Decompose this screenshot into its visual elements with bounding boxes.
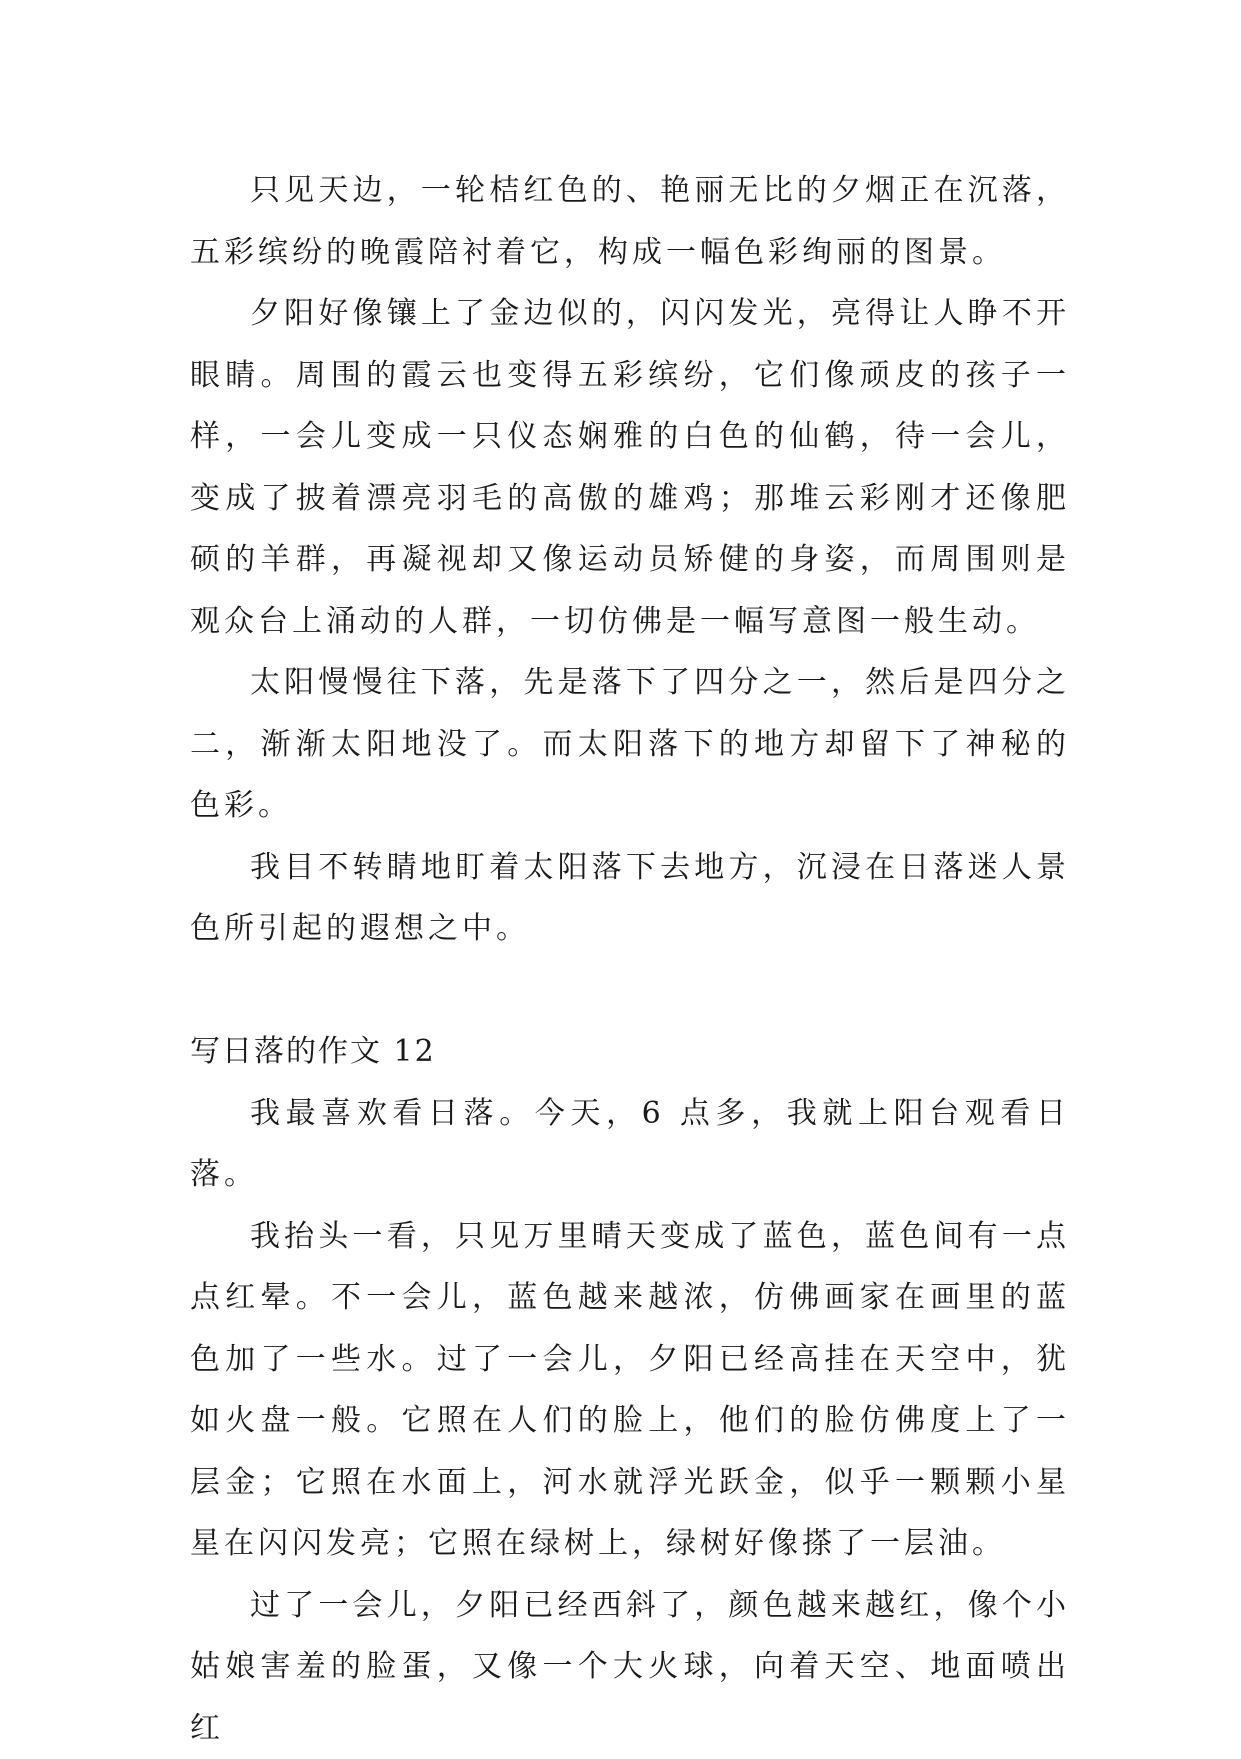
paragraph-5: 我最喜欢看日落。今天，6 点多，我就上阳台观看日落。 [190,1083,1070,1206]
document-body [190,160,1070,1759]
paragraph-7: 过了一会儿，夕阳已经西斜了，颜色越来越红，像个小姑娘害羞的脸蛋，又像一个大火球，向着天空、地面喷出红 [190,1575,1070,1759]
paragraph-1: 只见天边，一轮桔红色的、艳丽无比的夕烟正在沉落，五彩缤纷的晚霞陪衬着它，构成一幅色彩绚丽的图景。 [190,160,1070,283]
paragraph-3: 太阳慢慢往下落，先是落下了四分之一，然后是四分之二，渐渐太阳地没了。而太阳落下的地方却留下了神秘的色彩。 [190,652,1070,837]
paragraph-6: 我抬头一看，只见万里晴天变成了蓝色，蓝色间有一点点红晕。不一会儿，蓝色越来越浓，仿佛画家在画里的蓝色加了一些水。过了一会儿，夕阳已经高挂在天空中，犹如火盘一般。它照在人们的脸上，他们的脸仿佛度上了一层金；它照在水面上，河水就浮光跃金，似乎一颗颗小星星在闪闪发亮；它照在绿树上，绿树好像搽了一层油。 [190,1206,1070,1575]
section-spacer [190,960,1070,1022]
paragraph-4: 我目不转睛地盯着太阳落下去地方，沉浸在日落迷人景色所引起的遐想之中。 [190,837,1070,960]
section-title: 写日落的作文 12 [190,1021,1070,1083]
paragraph-2: 夕阳好像镶上了金边似的，闪闪发光，亮得让人睁不开眼睛。周围的霞云也变得五彩缤纷，它们像顽皮的孩子一样，一会儿变成一只仪态娴雅的白色的仙鹤，待一会儿，变成了披着漂亮羽毛的高傲的雄鸡；那堆云彩刚才还像肥硕的羊群，再凝视却又像运动员矫健的身姿，而周围则是观众台上涌动的人群，一切仿佛是一幅写意图一般生动。 [190,283,1070,652]
